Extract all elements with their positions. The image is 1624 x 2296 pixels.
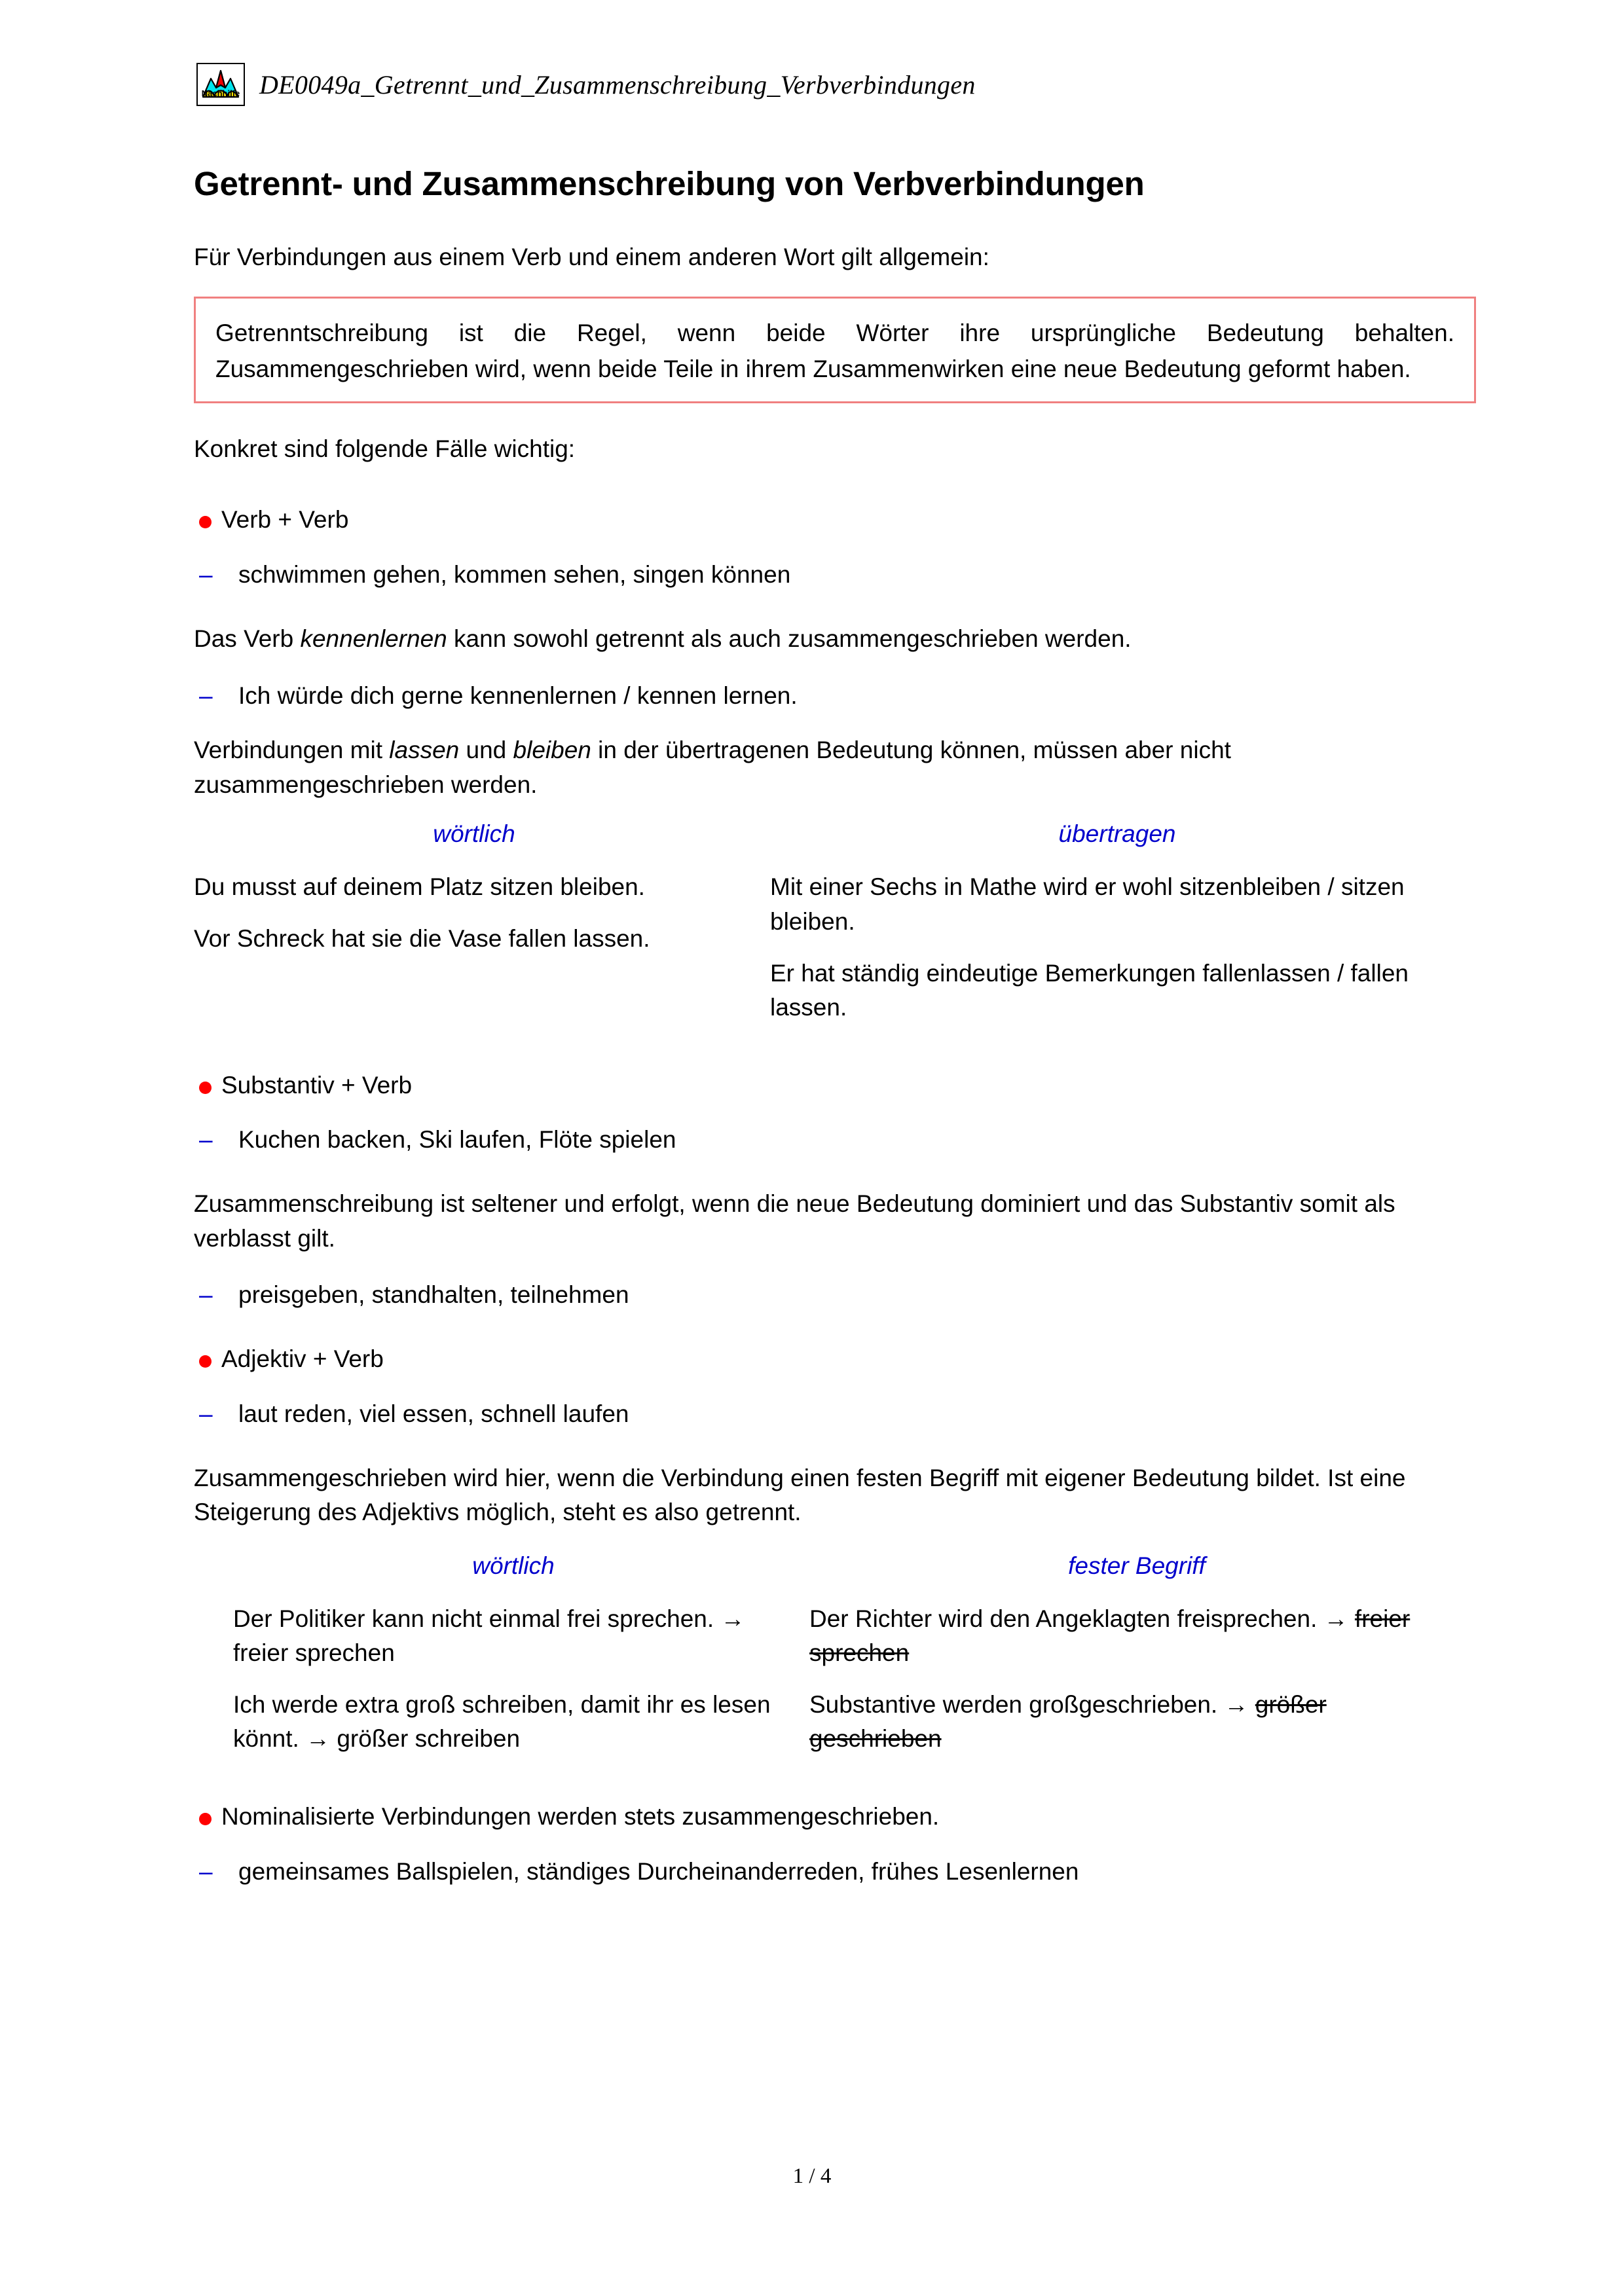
list-item: Nominalisierte Verbindungen werden stets zusammengeschrieben.	[194, 1800, 1477, 1834]
lead-in-paragraph: Konkret sind folgende Fälle wichtig:	[194, 435, 576, 462]
header-filename: DE0049a_Getrennt_und_Zusammenschreibung_Verbverbindungen	[259, 69, 976, 100]
column-header-woertlich: wörtlich	[472, 1552, 555, 1579]
example-list-nominalisiert	[194, 1855, 1477, 1889]
column-header-uebertragen: übertragen	[1058, 820, 1176, 848]
table-column-right	[770, 820, 1464, 1025]
page-title: Getrennt- und Zusammenschreibung von Verbverbindungen	[194, 165, 1145, 202]
list-item: – Kuchen backen, Ski laufen, Flöte spielen	[194, 1123, 1477, 1157]
document-header	[196, 63, 976, 106]
example-list-kennenlernen	[194, 679, 1477, 713]
note-text-pre: Das Verb	[194, 625, 301, 653]
table-cell: Er hat ständig eindeutige Bemerkungen fallenlassen / fallen lassen.	[770, 959, 1409, 1021]
cell-strikethrough-text: größer geschrieben	[809, 1690, 1327, 1753]
list-item: – laut reden, viel essen, schnell laufen	[194, 1397, 1477, 1431]
note-substantiv-verb: Zusammenschreibung ist seltener und erfolgt, wenn die neue Bedeutung dominiert und das Substantiv somit als verblasst gilt.	[194, 1190, 1395, 1252]
list-item: Adjektiv + Verb	[194, 1342, 1477, 1376]
note-text-post: kann sowohl getrennt als auch zusammengeschrieben werden.	[447, 625, 1132, 653]
list-item: Substantiv + Verb	[194, 1068, 1477, 1102]
page-footer	[0, 2164, 1624, 2189]
note-text-pre: Verbindungen mit	[194, 737, 390, 764]
note-italic-kennenlernen: kennenlernen	[300, 625, 447, 653]
example-list-substantiv-verb-2	[194, 1278, 1477, 1312]
table-cell	[809, 1688, 1464, 1757]
cell-text: Der Richter wird den Angeklagten freisprechen. →	[809, 1605, 1355, 1632]
note-adjektiv-verb: Zusammengeschrieben wird hier, wenn die Verbindung einen festen Begriff mit eigener Bedeutung bildet. Ist eine Steigerung des Adjektivs möglich, steht es also getrennt.	[194, 1464, 1406, 1526]
rule-callout-box	[194, 297, 1476, 403]
bullet-list-nominalisiert	[194, 1800, 1477, 1834]
table-cell: Mit einer Sechs in Mathe wird er wohl sitzenbleiben / sitzen bleiben.	[770, 873, 1405, 935]
column-header-fester-begriff: fester Begriff	[1068, 1552, 1206, 1579]
table-cell	[809, 1602, 1464, 1671]
table-cell: Der Politiker kann nicht einmal frei sprechen. → freier sprechen	[233, 1605, 745, 1667]
table-cell: Du musst auf deinem Platz sitzen bleiben.	[194, 873, 645, 901]
note-text-mid: und	[459, 737, 513, 764]
table-column-right	[809, 1552, 1464, 1757]
list-item: – gemeinsames Ballspielen, ständiges Durcheinanderreden, frühes Lesenlernen	[194, 1855, 1477, 1889]
bullet-list-adjektiv-verb	[194, 1342, 1477, 1376]
table-cell: Vor Schreck hat sie die Vase fallen lassen.	[194, 924, 650, 952]
table-cell: Ich werde extra groß schreiben, damit ihr es lesen könnt. → größer schreiben	[233, 1690, 771, 1753]
list-item: – preisgeben, standhalten, teilnehmen	[194, 1278, 1477, 1312]
example-list-adjektiv-verb	[194, 1397, 1477, 1431]
bullet-list-verb-verb	[194, 503, 1477, 537]
list-item: – schwimmen gehen, kommen sehen, singen können	[194, 558, 1477, 592]
nachhilfe-logo-icon	[196, 63, 245, 106]
example-list-substantiv-verb	[194, 1123, 1477, 1157]
document-content	[194, 165, 1477, 1895]
column-header-woertlich: wörtlich	[433, 820, 515, 848]
note-lassen-bleiben	[194, 733, 1477, 802]
example-list-verb-verb	[194, 558, 1477, 592]
page-number: 1 / 4	[792, 2164, 832, 2188]
bullet-list-substantiv-verb	[194, 1068, 1477, 1102]
list-item: Verb + Verb	[194, 503, 1477, 537]
table-column-left	[194, 820, 770, 1025]
comparison-table-lassen-bleiben	[194, 820, 1477, 1025]
note-text-post: in der übertragenen Bedeutung können, müssen aber nicht zusammengeschrieben werden.	[194, 737, 1231, 798]
note-italic-lassen: lassen	[389, 737, 460, 764]
svg-text:Nachhilfe: Nachhilfe	[201, 88, 240, 98]
table-column-left	[233, 1552, 809, 1757]
cell-strikethrough-text: freier sprechen	[809, 1605, 1411, 1667]
note-kennenlernen	[194, 622, 1477, 657]
cell-text: Substantive werden großgeschrieben. →	[809, 1690, 1255, 1718]
intro-paragraph: Für Verbindungen aus einem Verb und einem anderen Wort gilt allgemein:	[194, 243, 989, 270]
rule-callout-text: Getrenntschreibung ist die Regel, wenn beide Wörter ihre ursprüngliche Bedeutung behalten. Zusammengeschrieben wird, wenn beide Teile in ihrem Zusammenwirken eine neue Bedeutung geformt haben.	[215, 319, 1454, 382]
comparison-table-adjektiv-verb	[194, 1552, 1477, 1757]
list-item: – Ich würde dich gerne kennenlernen / kennen lernen.	[194, 679, 1477, 713]
note-italic-bleiben: bleiben	[513, 737, 591, 764]
